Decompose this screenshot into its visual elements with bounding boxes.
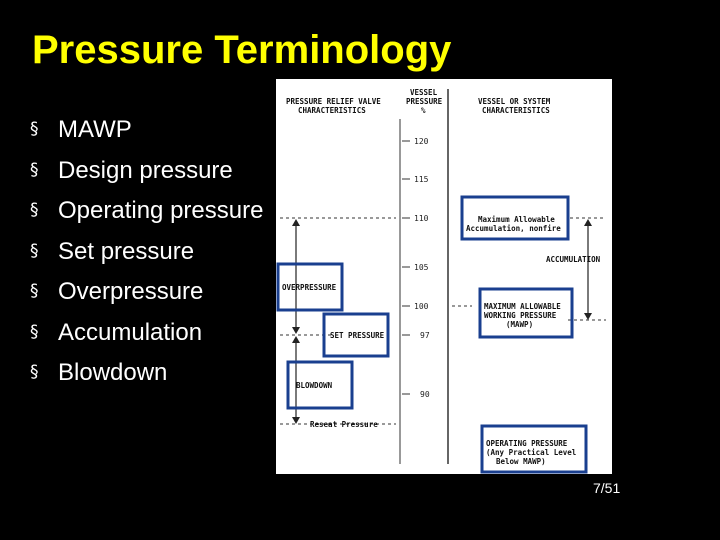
bullet-item	[30, 357, 280, 388]
mawp-line-1: MAXIMUM ALLOWABLE	[484, 302, 561, 311]
page-number: 7/51	[593, 480, 621, 496]
scale-label: 115	[414, 175, 429, 184]
bullet-item	[30, 114, 280, 145]
scale-label: 120	[414, 137, 429, 146]
header-center-1: VESSEL	[410, 88, 438, 97]
bullet-item	[30, 236, 280, 267]
pressure-diagram-svg	[276, 79, 612, 474]
scale-ticks	[402, 141, 410, 394]
bullet-text: Accumulation	[58, 318, 203, 346]
bullet-text: MAWP	[58, 116, 132, 143]
bullet-marker: §	[30, 200, 39, 220]
scale-label: 110	[414, 214, 429, 223]
slide-title: Pressure Terminology	[32, 28, 452, 72]
bullet-text: Design pressure	[58, 156, 233, 184]
bullet-marker: §	[30, 119, 39, 139]
bullet-item	[30, 317, 280, 348]
mawp-line-2: WORKING PRESSURE	[484, 311, 557, 320]
bullet-text: Overpressure	[58, 278, 204, 305]
bullet-marker: §	[30, 240, 39, 261]
reseat-label: Reseat Pressure	[310, 420, 378, 429]
blowdown-arrow	[292, 336, 300, 424]
scale-label: 90	[420, 390, 430, 399]
header-left-1: PRESSURE RELIEF VALVE	[286, 97, 381, 106]
bullet-list	[30, 114, 280, 398]
bullet-text: Operating pressure	[58, 197, 264, 224]
bullet-text: Blowdown	[58, 359, 168, 386]
header-left-2: CHARACTERISTICS	[298, 106, 366, 115]
bullet-marker: §	[30, 159, 39, 180]
bullet-marker: §	[30, 281, 39, 301]
max-allowable-line-1: Maximum Allowable	[478, 215, 555, 224]
pressure-diagram	[276, 79, 612, 474]
header-right-2: CHARACTERISTICS	[482, 106, 550, 115]
operating-line-1: OPERATING PRESSURE	[486, 439, 568, 448]
overpressure-arrow	[292, 219, 300, 334]
mawp-line-3: (MAWP)	[506, 320, 534, 329]
overpressure-label: OVERPRESSURE	[282, 283, 337, 292]
max-allowable-line-2: Accumulation, nonfire	[466, 224, 561, 233]
accumulation-label: ACCUMULATION	[546, 255, 601, 264]
header-center-2: PRESSURE	[406, 97, 443, 106]
scale-label: 100	[414, 302, 429, 311]
bullet-item	[30, 155, 280, 186]
accumulation-arrow	[584, 219, 592, 320]
blowdown-label: BLOWDOWN	[296, 381, 333, 390]
bullet-marker: §	[30, 321, 39, 342]
bullet-item	[30, 276, 280, 307]
scale-label: 105	[414, 263, 429, 272]
operating-line-2: (Any Practical Level	[486, 448, 577, 457]
operating-line-3: Below MAWP)	[496, 457, 546, 466]
bullet-marker: §	[30, 362, 39, 382]
bullet-item	[30, 195, 280, 226]
header-right-1: VESSEL OR SYSTEM	[478, 97, 551, 106]
scale-label: 97	[420, 331, 430, 340]
set-pressure-label: SET PRESSURE	[330, 331, 385, 340]
header-center-3: %	[421, 106, 426, 115]
bullet-text: Set pressure	[58, 237, 195, 265]
